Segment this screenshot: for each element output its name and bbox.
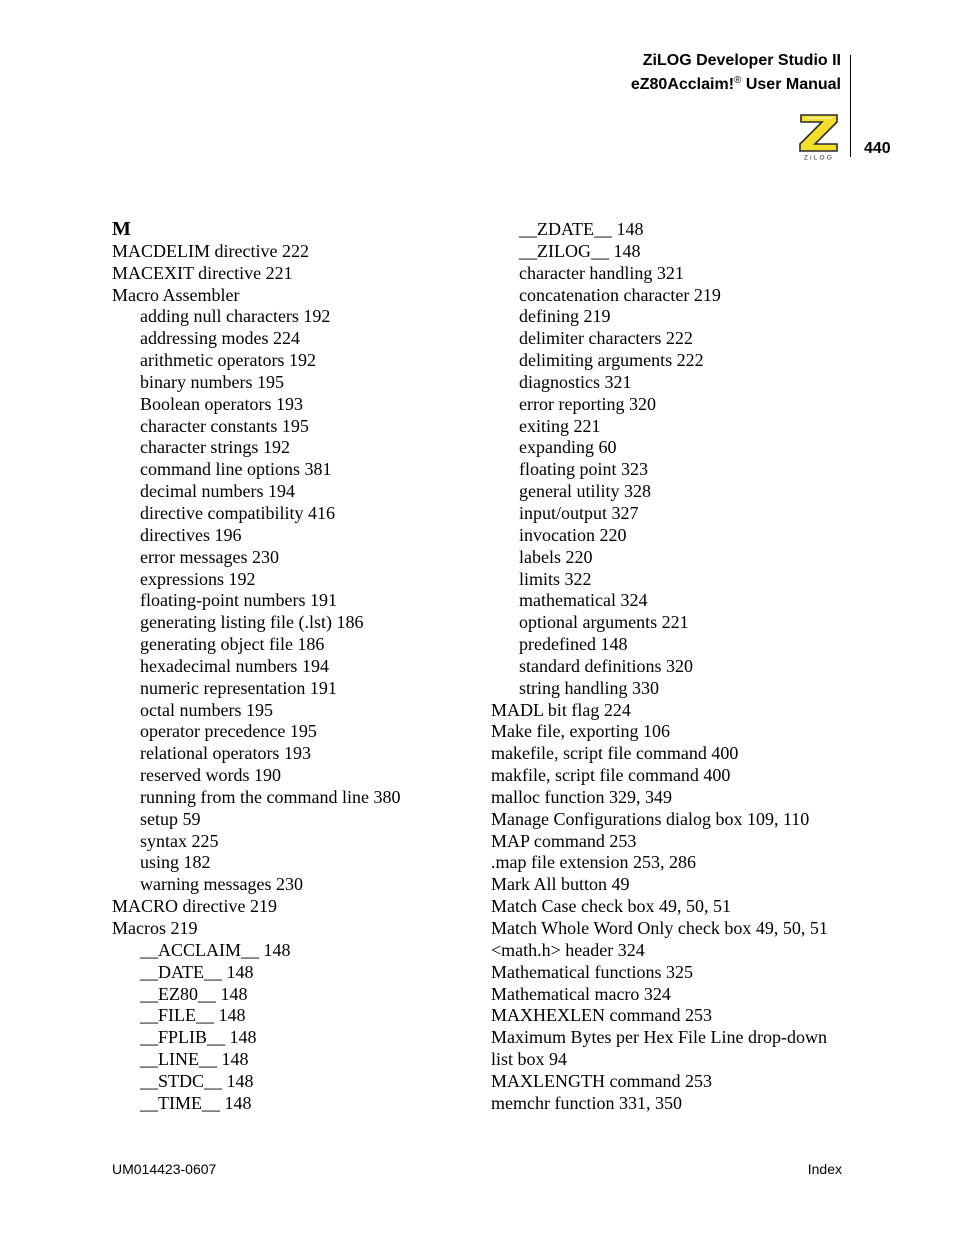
- index-subentry: running from the command line 380: [140, 786, 401, 807]
- index-subentry: operator precedence 195: [140, 721, 317, 742]
- index-subentry: floating point 323: [519, 459, 648, 480]
- index-subentry: character handling 321: [519, 262, 684, 283]
- index-subentry: setup 59: [140, 808, 201, 829]
- index-subentry: optional arguments 221: [519, 612, 689, 633]
- index-subentry: general utility 328: [519, 481, 651, 502]
- page-number: 440: [864, 140, 891, 157]
- index-entry: makefile, script file command 400: [491, 743, 739, 764]
- index-entry: Maximum Bytes per Hex File Line drop-down: [491, 1027, 827, 1048]
- index-entry: MADL bit flag 224: [491, 699, 631, 720]
- index-entry: Macro Assembler: [112, 284, 240, 305]
- index-subentry: __STDC__ 148: [140, 1070, 254, 1091]
- index-subentry: decimal numbers 194: [140, 481, 295, 502]
- footer-section: Index: [807, 1161, 842, 1177]
- index-subentry: syntax 225: [140, 830, 219, 851]
- index-subentry: __FPLIB__ 148: [140, 1027, 257, 1048]
- index-entry: MACDELIM directive 222: [112, 240, 309, 261]
- index-subentry: error reporting 320: [519, 393, 656, 414]
- logo-wordmark: ZiLOG: [803, 154, 835, 161]
- index-entry: MACRO directive 219: [112, 896, 277, 917]
- index-subentry: exiting 221: [519, 415, 601, 436]
- index-subentry: addressing modes 224: [140, 328, 300, 349]
- index-subentry: defining 219: [519, 306, 611, 327]
- index-subentry: reserved words 190: [140, 765, 281, 786]
- index-subentry: __EZ80__ 148: [140, 983, 248, 1004]
- index-subentry: labels 220: [519, 546, 593, 567]
- index-entry: Manage Configurations dialog box 109, 110: [491, 808, 810, 829]
- index-subentry: __ZILOG__ 148: [519, 240, 641, 261]
- index-subentry: __LINE__ 148: [140, 1049, 249, 1070]
- index-subentry: command line options 381: [140, 459, 332, 480]
- index-subentry: __FILE__ 148: [140, 1005, 246, 1026]
- index-subentry: generating object file 186: [140, 634, 325, 655]
- index-entry: MAP command 253: [491, 830, 637, 851]
- index-entry: list box 94: [491, 1049, 568, 1070]
- index-entry: Make file, exporting 106: [491, 721, 670, 742]
- index-subentry: arithmetic operators 192: [140, 350, 316, 371]
- index-subentry: error messages 230: [140, 546, 279, 567]
- header-product-name: eZ80Acclaim!: [630, 76, 735, 93]
- index-entry: <math.h> header 324: [491, 939, 645, 960]
- index-entry: Match Whole Word Only check box 49, 50, 51: [491, 918, 828, 938]
- index-entry: makfile, script file command 400: [491, 765, 731, 786]
- index-subentry: directive compatibility 416: [140, 502, 335, 523]
- header-title-line2: [631, 71, 841, 95]
- index-subentry: expressions 192: [140, 568, 256, 589]
- index-subentry: __DATE__ 148: [140, 961, 254, 982]
- header-title-line1: ZiLOG Developer Studio II: [642, 52, 841, 69]
- index-subentry: limits 322: [519, 568, 592, 589]
- index-subentry: mathematical 324: [519, 590, 648, 611]
- index-subentry: standard definitions 320: [519, 655, 693, 676]
- index-column-right: [491, 219, 828, 1115]
- index-subentry: octal numbers 195: [140, 699, 273, 720]
- registered-mark: ®: [734, 75, 742, 86]
- index-subentry: generating listing file (.lst) 186: [140, 612, 364, 633]
- index-entry: Match Case check box 49, 50, 51: [491, 896, 731, 917]
- index-entry: malloc function 329, 349: [491, 786, 672, 807]
- index-entry: Mark All button 49: [491, 874, 630, 895]
- index-entry: Macros 219: [112, 918, 198, 938]
- index-subentry: expanding 60: [519, 437, 617, 458]
- index-subentry: invocation 220: [519, 524, 627, 545]
- index-column-left: [112, 219, 400, 1115]
- index-subentry: Boolean operators 193: [140, 393, 303, 414]
- index-subentry: delimiting arguments 222: [519, 350, 704, 371]
- index-subentry: __ACCLAIM__ 148: [140, 939, 291, 960]
- index-entry: Mathematical functions 325: [491, 961, 693, 982]
- index-entry: .map file extension 253, 286: [491, 852, 696, 873]
- index-subentry: adding null characters 192: [140, 306, 331, 327]
- index-section-letter: M: [112, 218, 131, 240]
- index-subentry: floating-point numbers 191: [140, 590, 337, 611]
- index-subentry: directives 196: [140, 524, 242, 545]
- index-subentry: hexadecimal numbers 194: [140, 655, 329, 676]
- index-subentry: relational operators 193: [140, 743, 311, 764]
- index-subentry: __TIME__ 148: [140, 1092, 252, 1113]
- index-subentry: character strings 192: [140, 437, 290, 458]
- index-subentry: using 182: [140, 852, 211, 873]
- index-subentry: diagnostics 321: [519, 371, 632, 392]
- index-subentry: numeric representation 191: [140, 677, 337, 698]
- index-entry: MAXHEXLEN command 253: [491, 1005, 712, 1026]
- index-subentry: predefined 148: [519, 634, 628, 655]
- index-entry: Mathematical macro 324: [491, 983, 671, 1004]
- index-subentry: binary numbers 195: [140, 371, 284, 392]
- zilog-logo-icon: [796, 113, 842, 161]
- index-entry: memchr function 331, 350: [491, 1092, 682, 1113]
- header-vertical-rule: [850, 55, 851, 157]
- index-subentry: warning messages 230: [140, 874, 303, 895]
- index-entry: MACEXIT directive 221: [112, 262, 293, 283]
- index-subentry: input/output 327: [519, 502, 639, 523]
- index-subentry: __ZDATE__ 148: [519, 219, 644, 239]
- index-subentry: character constants 195: [140, 415, 309, 436]
- header-manual-label: User Manual: [741, 76, 841, 93]
- index-entry: MAXLENGTH command 253: [491, 1070, 712, 1091]
- index-subentry: delimiter characters 222: [519, 328, 693, 349]
- index-subentry: string handling 330: [519, 677, 659, 698]
- index-subentry: concatenation character 219: [519, 284, 721, 305]
- footer-doc-id: UM014423-0607: [112, 1161, 217, 1177]
